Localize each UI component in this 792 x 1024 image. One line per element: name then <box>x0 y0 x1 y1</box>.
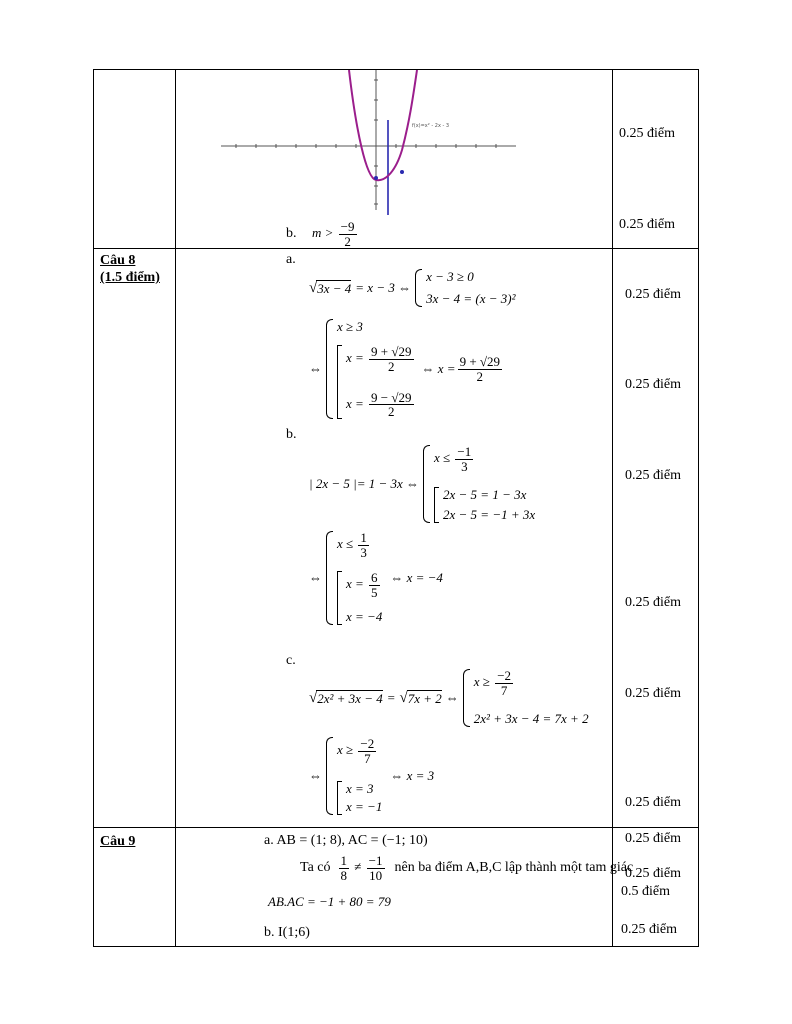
cau8-a-root1-den: 2 <box>388 358 395 374</box>
cau8-a-rhs: = x − 3 ⇔ <box>355 280 412 295</box>
b-label: b. <box>286 226 297 242</box>
cau8-b-cond-num: −1 <box>457 444 472 459</box>
score-cau8-4: 0.25 điểm <box>625 595 681 610</box>
cau8-c-rhs: 7x + 2 <box>407 690 442 706</box>
score-graph-2: 0.25 điểm <box>619 217 675 232</box>
cau9-ratio-line: Ta có $\frac{1}{8}$ ≠ $\frac{-1}{10}$ nên ba điểm A,B,C lập thành một tam giác <box>300 853 634 883</box>
b-lhs: m > <box>312 225 334 241</box>
cau8-c-cond-den: 7 <box>500 682 508 698</box>
score-cau8-3: 0.25 điểm <box>625 468 681 483</box>
cau8-c-x2: x = −1 <box>346 799 383 814</box>
cau8-b-cond-den: 3 <box>461 458 468 474</box>
cau9-a-line: a. AB = (1; 8), AC = (−1; 10) <box>264 833 428 848</box>
cau9-ratio-num1: 1 <box>340 853 348 868</box>
cau8-b-label: b. <box>286 427 297 442</box>
score-cau9-3: 0.5 điểm <box>621 884 670 899</box>
cau8-c-step: ⇔ x ≥ $\frac{-2}{7}$ x = 3 x = −1 ⇔ x = 3 <box>309 736 435 814</box>
cau8-a-step: ⇔ x ≥ 3 x = $\frac{9 + √29}{2}$ x = $\frac{9 - √29}{2}$ ⇔ x = $\frac{9 + √29}{2}$ <box>309 319 501 420</box>
cau8-a-label: a. <box>286 252 296 267</box>
cau8-a-root1-num: 9 + √29 <box>371 344 412 359</box>
cau8-title: Câu 8 <box>100 253 136 268</box>
cau8-c-equation: √ 2x² + 3x − 4 = √ 7x + 2 ⇔ x ≥ $\frac{-2}{7}$ 2x² + 3x − 4 = 7x + 2 <box>309 668 589 726</box>
cau8-a-sys1: x − 3 ≥ 0 <box>426 269 474 284</box>
cell-graph-solution <box>176 70 613 249</box>
cau9-title: Câu 9 <box>100 834 136 849</box>
cau8-a-equation: √ 3x − 4 = x − 3 ⇔ x − 3 ≥ 0 3x − 4 = (x − 3)² <box>309 269 516 306</box>
answer-table <box>93 69 699 947</box>
cell-question-empty <box>94 70 176 249</box>
cau8-a-result-den: 2 <box>476 368 484 384</box>
cau8-c-eq-sign: = <box>386 690 396 705</box>
score-cau9-4: 0.25 điểm <box>621 922 677 937</box>
cau9-ratio-text: nên ba điểm A,B,C lập thành một tam giác <box>394 860 634 876</box>
cau8-a-result-lhs: ⇔ x = <box>421 361 456 376</box>
cell-cau9-solution <box>176 828 634 947</box>
cau9-ratio-num2: −1 <box>368 853 383 868</box>
cau8-points: (1.5 điểm) <box>100 270 160 285</box>
score-cau9-2: 0.25 điểm <box>625 866 681 881</box>
table-row-cau9 <box>94 828 699 947</box>
cau8-b-x2: x = −4 <box>346 609 383 624</box>
cell-score-graph <box>613 70 699 249</box>
cell-cau8-title <box>94 249 176 828</box>
vertex-point <box>374 176 378 180</box>
cau8-c-result: ⇔ x = 3 <box>390 768 435 783</box>
cau8-c-cond-num: −2 <box>497 668 512 683</box>
cau8-c-lhs: 2x² + 3x − 4 <box>317 690 383 706</box>
score-cau9-1: 0.25 điểm <box>625 831 681 846</box>
cau8-b-equation: | 2x − 5 |= 1 − 3x ⇔ x ≤ $\frac{-1}{3}$ 2x − 5 = 1 − 3x 2x − 5 = −1 + 3x <box>309 444 536 522</box>
cau9-ratio-den2: 10 <box>369 867 383 883</box>
cau8-c-step-den: 7 <box>364 750 371 766</box>
b-inequality <box>312 219 359 249</box>
cau8-a-radicand: 3x − 4 <box>317 280 352 296</box>
cau8-a-root2-num: 9 − √29 <box>371 389 412 405</box>
row-graph-b <box>286 220 359 248</box>
cau8-b-eq: | 2x − 5 |= 1 − 3x ⇔ <box>309 476 420 491</box>
cell-score-cau8 <box>613 249 699 828</box>
parabola-graph <box>216 70 536 215</box>
cau8-c-sys2: 2x² + 3x − 4 = 7x + 2 <box>473 711 589 726</box>
cau9-ratio-intro: Ta có <box>300 860 331 876</box>
cau8-b-sys3: 2x − 5 = −1 + 3x <box>443 507 536 522</box>
cau8-c-step-num: −2 <box>360 736 375 751</box>
score-graph-1: 0.25 điểm <box>619 126 675 141</box>
graph-legend: f(x)=x² - 2x - 3 <box>412 123 450 129</box>
score-cau8-5: 0.25 điểm <box>625 686 681 701</box>
score-cau8-6: 0.25 điểm <box>625 795 681 810</box>
cau8-c-x1: x = 3 <box>346 781 374 796</box>
cell-cau9-title <box>94 828 176 947</box>
table-row-cau8 <box>94 249 699 828</box>
cau8-b-x1-den: 5 <box>371 584 378 600</box>
b-denominator: 2 <box>344 233 351 249</box>
cau8-b-result: ⇔ x = −4 <box>390 570 443 585</box>
cau8-b-step-den: 3 <box>360 544 367 560</box>
score-cau8-1: 0.25 điểm <box>625 287 681 302</box>
cau9-b-line: b. I(1;6) <box>264 925 310 940</box>
cau8-c-label: c. <box>286 653 296 668</box>
table-row-graph <box>94 70 699 249</box>
b-numerator: −9 <box>340 219 355 234</box>
cau8-a-cond: x ≥ 3 <box>337 319 363 334</box>
intercept-point <box>400 170 404 174</box>
cau8-a-root2-den: 2 <box>388 404 395 420</box>
cau9-dot-line: AB.AC = −1 + 80 = 79 <box>268 894 391 909</box>
parabola-curve <box>349 70 417 180</box>
cau8-b-x1-num: 6 <box>371 570 378 585</box>
cau8-b-step: ⇔ x ≤ $\frac{1}{3}$ x = $\frac{6}{5}$ x = −4 ⇔ x = −4 <box>309 530 443 624</box>
cell-score-cau9 <box>613 828 699 947</box>
score-cau8-2: 0.25 điểm <box>625 377 681 392</box>
cell-cau8-solution <box>176 249 613 828</box>
cau9-ratio-den1: 8 <box>340 867 348 883</box>
cau8-a-sys2: 3x − 4 = (x − 3)² <box>426 291 516 306</box>
cau8-b-step-num: 1 <box>360 530 367 545</box>
cau8-b-sys2: 2x − 5 = 1 − 3x <box>443 487 527 502</box>
cau8-a-result-num: 9 + √29 <box>459 353 501 369</box>
